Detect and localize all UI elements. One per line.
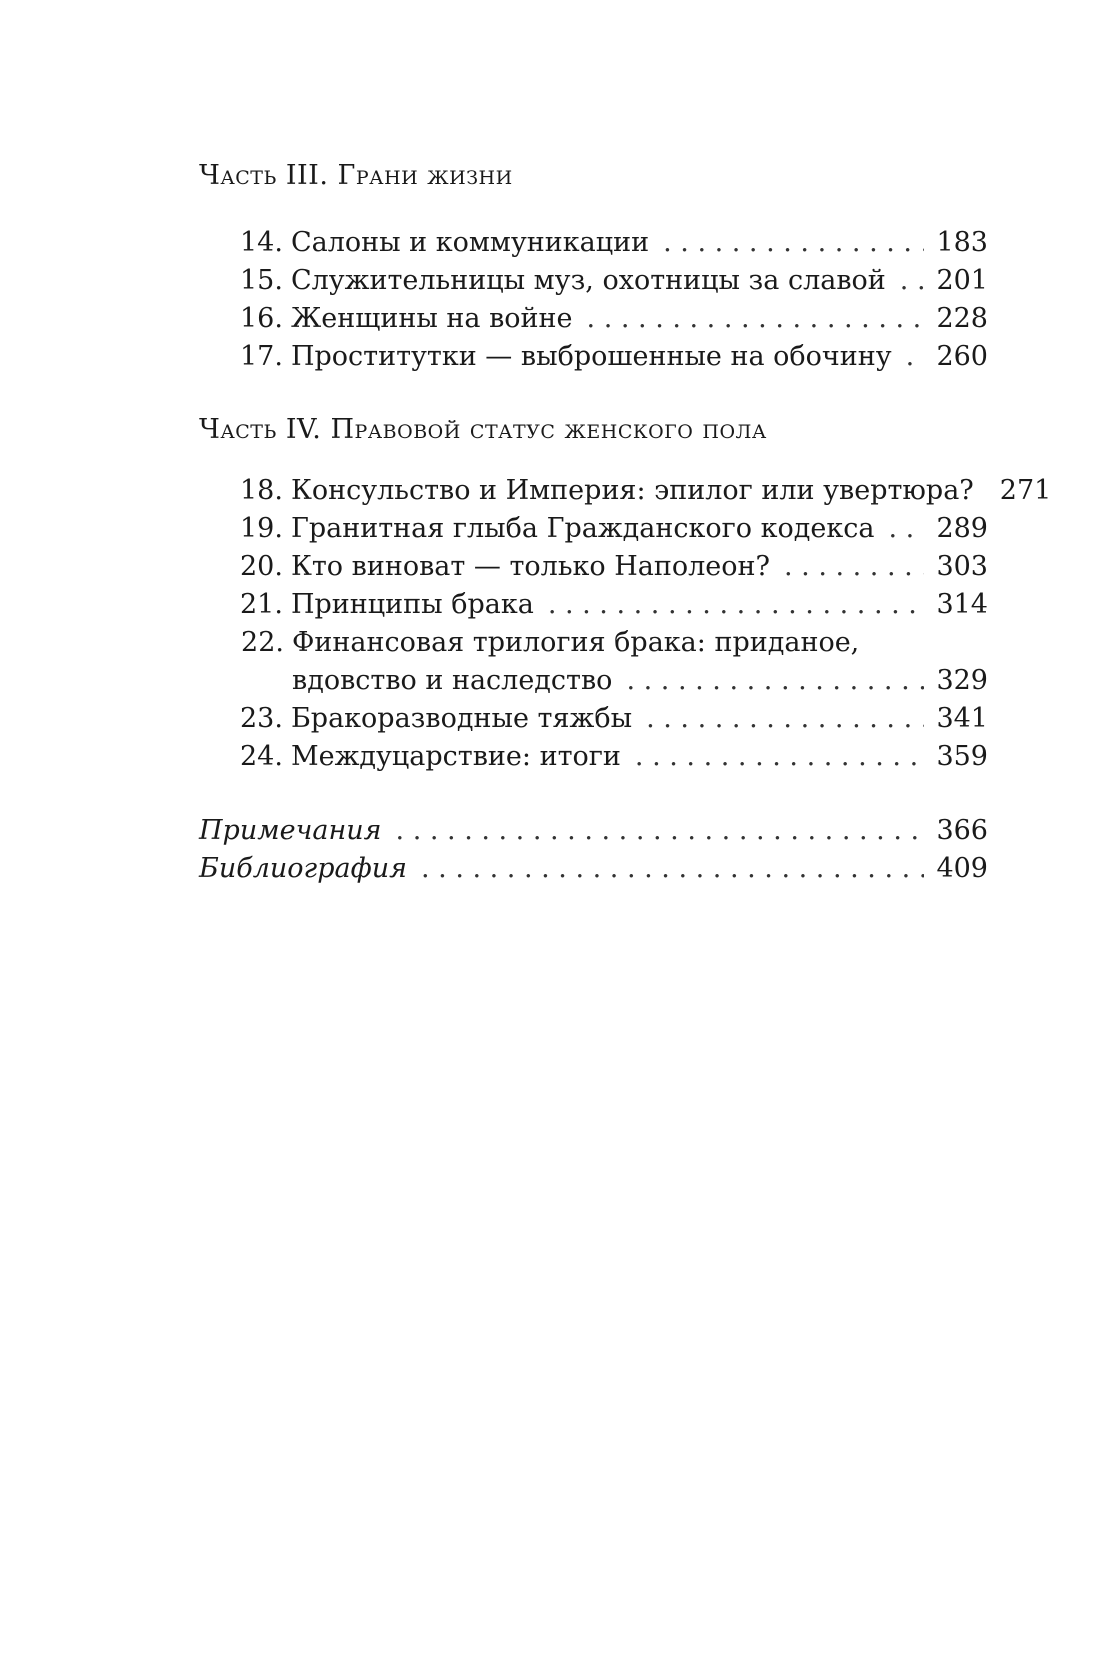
entry-page: 359	[936, 741, 988, 772]
entry-number: 21.	[240, 589, 283, 620]
dot-leader	[663, 224, 924, 262]
toc-entry-20[interactable]	[240, 548, 988, 586]
toc-entry-15[interactable]	[240, 262, 988, 300]
toc-entry-notes[interactable]	[199, 812, 988, 850]
entry-page: 201	[936, 265, 988, 296]
entry-title: Библиография	[199, 853, 407, 884]
entry-title: Гранитная глыба Гражданского кодекса	[290, 513, 875, 544]
entry-page: 314	[936, 589, 988, 620]
dot-leader	[548, 586, 925, 624]
entry-title: Примечания	[199, 815, 382, 846]
dot-leader	[784, 548, 924, 586]
entry-page: 341	[936, 703, 988, 734]
entry-number: 14.	[240, 227, 283, 258]
entry-title: Служительницы муз, охотницы за славой	[290, 265, 886, 296]
dot-leader	[635, 738, 925, 776]
dot-leader	[396, 812, 925, 850]
entry-number: 19.	[240, 513, 283, 544]
entry-page: 289	[936, 513, 988, 544]
toc-entry-17[interactable]	[240, 338, 988, 376]
entry-title: Женщины на войне	[290, 303, 573, 334]
entry-page: 260	[936, 341, 988, 372]
toc-entry-22-line2[interactable]	[240, 662, 988, 700]
dot-leader	[421, 850, 924, 888]
entry-number: 24.	[240, 741, 283, 772]
entry-number: 20.	[240, 551, 283, 582]
toc-entry-21[interactable]	[240, 586, 988, 624]
entry-number: 17.	[240, 341, 283, 372]
entry-title: Принципы брака	[290, 589, 534, 620]
toc-entry-22-line1[interactable]	[240, 624, 988, 662]
entry-number: 22.	[241, 627, 284, 658]
entry-page: 271	[999, 475, 1052, 506]
entry-title: Финансовая трилогия брака: приданое,	[292, 627, 860, 658]
entry-page: 366	[936, 815, 988, 846]
entry-title: Кто виноват — только Наполеон?	[290, 551, 770, 582]
toc-entry-23[interactable]	[240, 700, 988, 738]
toc-entry-24[interactable]	[240, 738, 988, 776]
toc-entry-18[interactable]	[240, 472, 1052, 510]
entry-number: 16.	[240, 303, 283, 334]
entry-title: Салоны и коммуникации	[290, 227, 650, 258]
part-heading-3: Часть III. Грани жизни	[199, 160, 513, 191]
entry-page: 409	[936, 853, 988, 884]
entry-number: 15.	[240, 265, 283, 296]
entry-page: 183	[936, 227, 988, 258]
dot-leader	[900, 262, 925, 300]
entry-title: Консульство и Империя: эпилог или увертюра?	[290, 475, 974, 506]
toc-entry-19[interactable]	[240, 510, 988, 548]
dot-leader	[587, 300, 925, 338]
entry-page: 329	[936, 665, 988, 696]
dot-leader	[888, 510, 924, 548]
toc-entry-16[interactable]	[240, 300, 988, 338]
part-heading-4: Часть IV. Правовой статус женского пола	[199, 414, 767, 445]
entry-number: 18.	[240, 475, 283, 506]
toc-entry-bibliography[interactable]	[199, 850, 988, 888]
entry-title: Междуцарствие: итоги	[290, 741, 621, 772]
entry-title: Проститутки — выброшенные на обочину	[290, 341, 892, 372]
entry-title-continuation: вдовство и наследство	[292, 665, 613, 696]
dot-leader	[626, 662, 924, 700]
entry-title: Бракоразводные тяжбы	[290, 703, 633, 734]
entry-number: 23.	[240, 703, 283, 734]
toc-entry-14[interactable]	[240, 224, 988, 262]
entry-page: 228	[936, 303, 988, 334]
dot-leader	[906, 338, 925, 376]
dot-leader	[646, 700, 924, 738]
entry-page: 303	[936, 551, 988, 582]
